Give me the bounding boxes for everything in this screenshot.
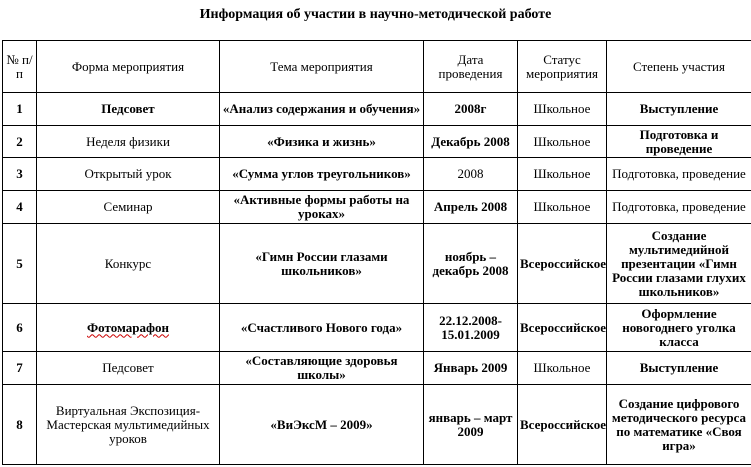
cell-role: Выступление xyxy=(607,93,751,126)
cell-form: Виртуальная Экспозиция-Мастерская мультимедийных уроков xyxy=(37,385,220,465)
cell-num: 2 xyxy=(3,126,37,158)
cell-form: Открытый урок xyxy=(37,158,220,191)
cell-role: Создание цифрового методического ресурса по математике «Своя игра» xyxy=(607,385,751,465)
table-row xyxy=(3,304,751,352)
table-row xyxy=(3,191,751,224)
cell-date: Январь 2009 xyxy=(424,352,518,385)
cell-topic: «Составляющие здоровья школы» xyxy=(220,352,424,385)
document-title: Информация об участии в научно-методической работе xyxy=(199,7,552,22)
header-date: Дата проведения xyxy=(424,41,518,93)
header-row xyxy=(3,41,751,93)
cell-topic: «Счастливого Нового года» xyxy=(220,304,424,352)
cell-date: 2008г xyxy=(424,93,518,126)
cell-form: Конкурс xyxy=(37,224,220,304)
cell-date: Апрель 2008 xyxy=(424,191,518,224)
participation-table xyxy=(2,40,751,465)
cell-topic: «Сумма углов треугольников» xyxy=(220,158,424,191)
cell-role: Подготовка, проведение xyxy=(607,158,751,191)
cell-date: 22.12.2008-15.01.2009 xyxy=(424,304,518,352)
cell-topic: «Физика и жизнь» xyxy=(220,126,424,158)
cell-role: Создание мультимедийной презентации «Гимн России глазами глухих школьников» xyxy=(607,224,751,304)
cell-num: 4 xyxy=(3,191,37,224)
cell-num: 3 xyxy=(3,158,37,191)
table-row xyxy=(3,352,751,385)
cell-form: Семинар xyxy=(37,191,220,224)
cell-topic: «Анализ содержания и обучения» xyxy=(220,93,424,126)
cell-topic: «Гимн России глазами школьников» xyxy=(220,224,424,304)
cell-status: Школьное xyxy=(518,158,607,191)
cell-date: январь – март 2009 xyxy=(424,385,518,465)
cell-date: 2008 xyxy=(424,158,518,191)
cell-status: Всероссийское xyxy=(518,385,607,465)
cell-num: 6 xyxy=(3,304,37,352)
cell-num: 5 xyxy=(3,224,37,304)
cell-form xyxy=(37,304,220,352)
cell-status: Школьное xyxy=(518,126,607,158)
cell-date: ноябрь – декабрь 2008 xyxy=(424,224,518,304)
table-row xyxy=(3,224,751,304)
cell-form: Педсовет xyxy=(37,93,220,126)
table-row xyxy=(3,126,751,158)
cell-role: Подготовка, проведение xyxy=(607,191,751,224)
header-form: Форма мероприятия xyxy=(37,41,220,93)
cell-status: Школьное xyxy=(518,352,607,385)
header-role: Степень участия xyxy=(607,41,751,93)
table-row xyxy=(3,385,751,465)
cell-status: Всероссийское xyxy=(518,304,607,352)
cell-role: Оформление новогоднего уголка класса xyxy=(607,304,751,352)
header-status: Статус мероприятия xyxy=(518,41,607,93)
cell-topic: «Активные формы работы на уроках» xyxy=(220,191,424,224)
cell-role: Выступление xyxy=(607,352,751,385)
cell-role: Подготовка и проведение xyxy=(607,126,751,158)
cell-date: Декабрь 2008 xyxy=(424,126,518,158)
cell-num: 7 xyxy=(3,352,37,385)
cell-form-text: Фотомарафон xyxy=(87,319,169,335)
header-topic: Тема мероприятия xyxy=(220,41,424,93)
cell-status: Школьное xyxy=(518,191,607,224)
cell-status: Школьное xyxy=(518,93,607,126)
cell-num: 8 xyxy=(3,385,37,465)
cell-status: Всероссийское xyxy=(518,224,607,304)
table-row xyxy=(3,158,751,191)
cell-form: Педсовет xyxy=(37,352,220,385)
cell-num: 1 xyxy=(3,93,37,126)
cell-topic: «ВиЭксМ – 2009» xyxy=(220,385,424,465)
cell-form: Неделя физики xyxy=(37,126,220,158)
header-num: № п/п xyxy=(3,41,37,93)
table-row xyxy=(3,93,751,126)
